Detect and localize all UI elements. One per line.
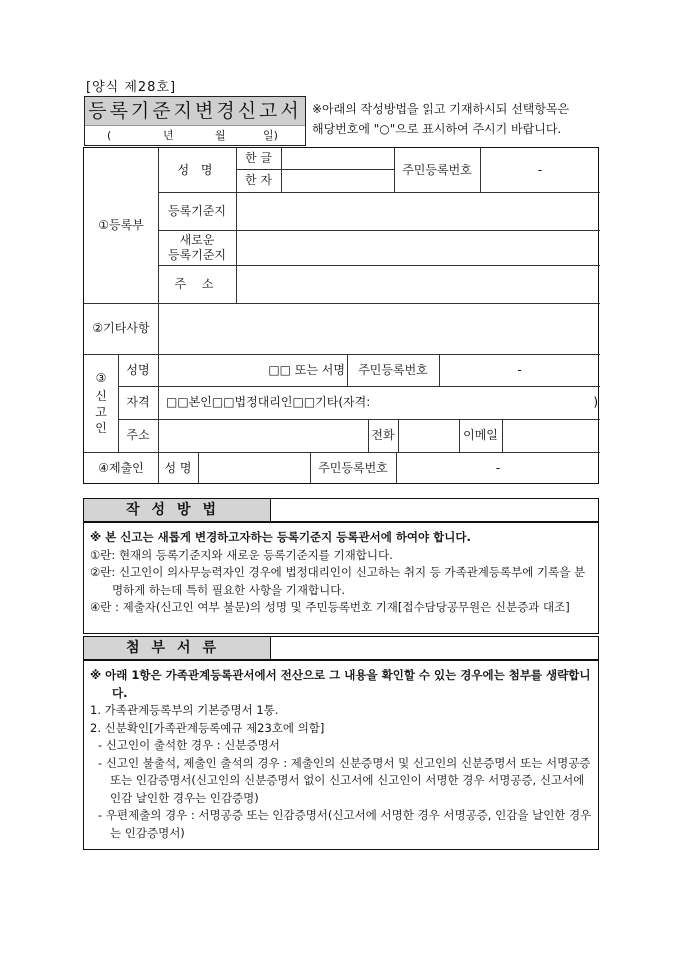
registry-section-label: ①등록부 [98, 218, 144, 232]
attachments-box [83, 660, 599, 850]
attachments-note: ※ 아래 1항은 가족관계등록관서에서 전산으로 그 내용을 확인할 수 있는 경우에는 첨부를 생략합니다. [90, 668, 591, 700]
current-registry-label: 등록기준지 [168, 203, 226, 218]
date-open-paren: ( [107, 129, 112, 142]
reporter-section-number: ③ [95, 370, 107, 385]
form-title-box [84, 96, 306, 146]
reporter-address-input[interactable] [158, 419, 368, 452]
rrn-input[interactable]: - [537, 162, 543, 177]
date-month-label: 월 [215, 129, 226, 142]
attachments-title: 첨부서류 [84, 637, 271, 659]
phone-input[interactable] [398, 419, 459, 452]
attachments-sub-3: - 우편제출의 경우 : 서명공증 또는 인감증명서(신고서에 서명한 경우 서명공증, 인감을 날인한 경우는 인감증명서) [98, 808, 592, 840]
attachments-item-2: 2. 신분확인[가족관계등록예규 제23호에 의함] [90, 720, 325, 735]
report-date-field[interactable] [85, 126, 305, 146]
rrn-label: 주민등록번호 [402, 162, 472, 177]
reporter-section-label [84, 354, 118, 452]
submitter-name-label: 성 명 [164, 460, 192, 475]
form-number-label: [양식 제28호] [86, 80, 177, 95]
hanja-name-input[interactable] [281, 169, 394, 192]
instruction-line-2: 해당번호에 "○"으로 표시하여 주시기 바랍니다. [312, 122, 562, 136]
writing-method-note: ※ 본 신고는 새롭게 변경하고자하는 등록기준지 등록관서에 하여야 합니다. [90, 530, 471, 544]
date-year-label: 년 [163, 129, 174, 142]
writing-method-item-4: ④란 : 제출자(신고인 여부 불문)의 성명 및 주민등록번호 기재[접수담당공무원은 신분증과 대조] [90, 600, 570, 614]
address-input[interactable] [236, 265, 600, 303]
reporter-address-label: 주소 [126, 428, 150, 442]
writing-method-header [83, 498, 599, 522]
submitter-name-input[interactable] [198, 452, 310, 484]
submitter-section-label: ④제출인 [98, 460, 144, 475]
writing-method-box [83, 522, 599, 634]
writing-method-title: 작성방법 [84, 499, 271, 521]
attachments-sub-2: - 신고인 불출석, 제출인 출석의 경우 : 제출인의 신분증명서 및 신고인의 신분증명서 또는 서명공증 또는 인감증명서(신고인의 신분증명서 없이 신고서에 신고인이 서명한 경우 서명공증, 신고서에 인감 날인한 경우는 인감증명) [98, 755, 591, 805]
phone-label: 전화 [371, 428, 395, 442]
new-registry-input[interactable] [236, 230, 600, 265]
qualification-close-paren: ) [593, 395, 598, 409]
submitter-rrn-input[interactable]: - [495, 460, 501, 475]
email-input[interactable] [502, 419, 600, 452]
reporter-rrn-label: 주민등록번호 [358, 362, 428, 377]
hanja-name-label: 한 자 [245, 173, 272, 187]
reporter-name-input[interactable]: □□ 또는 서명 [268, 362, 345, 377]
reporter-rrn-input[interactable]: - [517, 362, 522, 377]
current-registry-input[interactable] [236, 192, 600, 230]
email-label: 이메일 [463, 428, 498, 442]
address-label: 주 소 [174, 276, 220, 291]
hangul-name-label: 한 글 [245, 151, 272, 165]
instruction-line-1: ※아래의 작성방법을 읽고 기재하시되 선택항목은 [312, 102, 570, 116]
form-title: 등록기준지변경신고서 [85, 97, 305, 126]
date-day-label: 일) [263, 129, 278, 142]
attachments-header [83, 636, 599, 660]
reporter-name-label: 성명 [126, 362, 150, 377]
report-form-table [83, 147, 599, 484]
other-matters-label: ②기타사항 [92, 321, 150, 335]
reporter-section-text: 신 고 인 [95, 388, 107, 435]
other-matters-input[interactable] [158, 303, 600, 354]
attachments-item-1: 1. 가족관계등록부의 기본증명서 1통. [90, 703, 279, 717]
qualification-options[interactable] [158, 386, 600, 419]
name-label: 성 명 [177, 162, 217, 177]
instruction-note [312, 99, 602, 139]
submitter-rrn-label: 주민등록번호 [318, 460, 388, 475]
writing-method-item-1: ①란: 현재의 등록기준지와 새로운 등록기준지를 기재합니다. [90, 547, 393, 562]
attachments-sub-1: - 신고인이 출석한 경우 : 신분증명서 [98, 738, 280, 752]
qualification-options-text: □□본인□□법정대리인□□기타(자격: [166, 395, 371, 409]
writing-method-item-2: ②란: 신고인이 의사무능력자인 경우에 법정대리인이 신고하는 취지 등 가족관계등록부에 기록을 분명하게 하는데 특히 필요한 사항을 기재합니다. [90, 565, 586, 597]
qualification-label: 자격 [126, 395, 150, 409]
new-registry-label: 새로운 등록기준지 [168, 232, 226, 262]
hangul-name-input[interactable] [281, 148, 394, 169]
